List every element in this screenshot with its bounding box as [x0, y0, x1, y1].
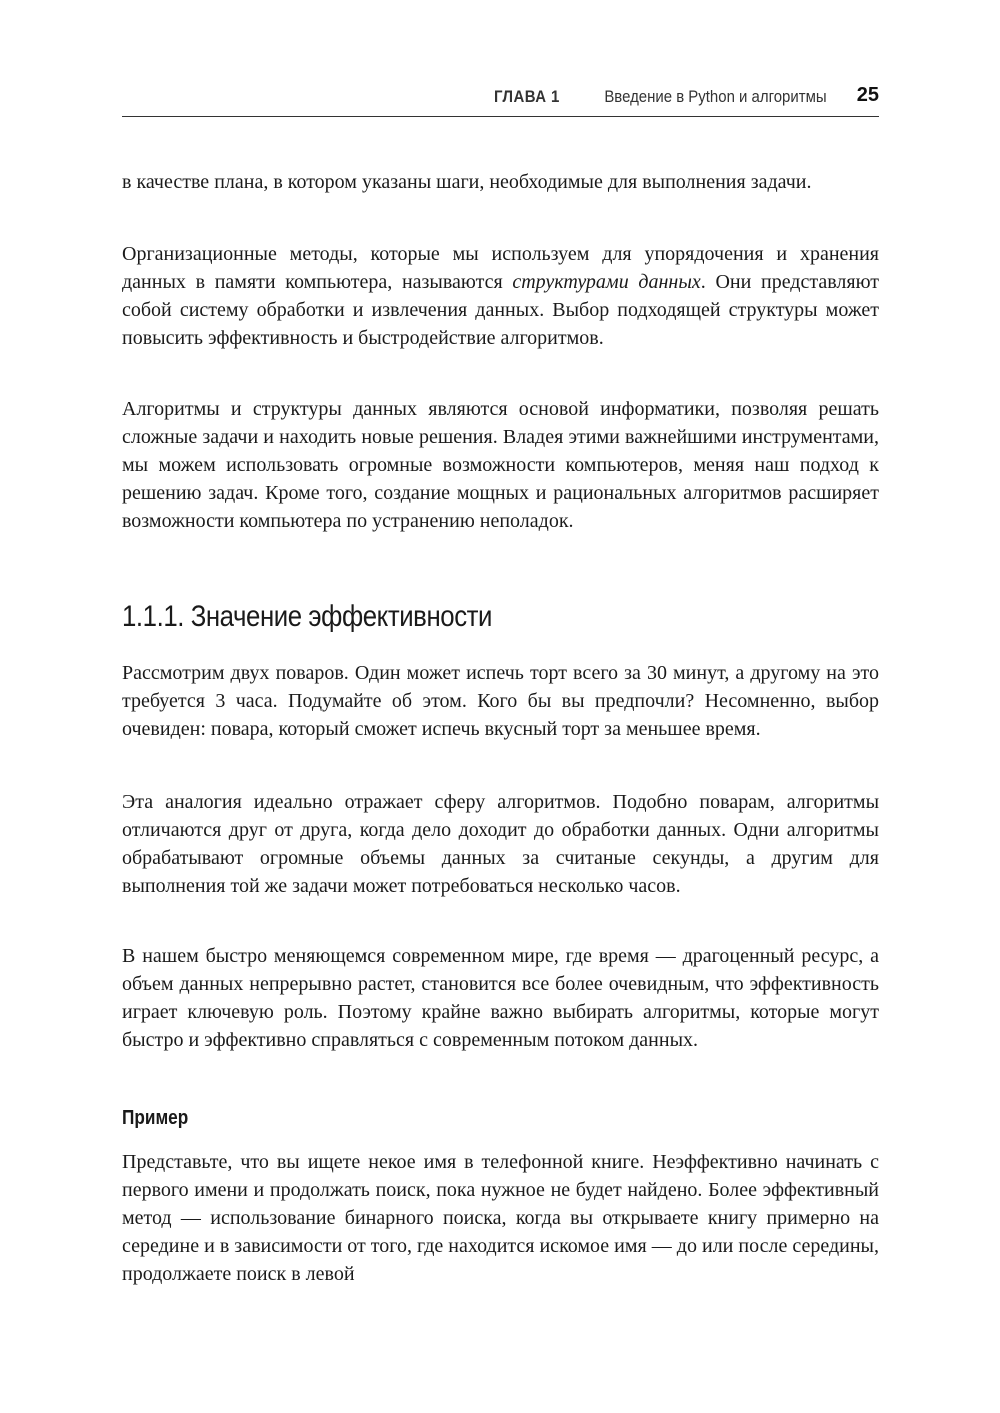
- chapter-title: Введение в Python и алгоритмы: [604, 87, 827, 106]
- paragraph-1: в качестве плана, в котором указаны шаги, необходимые для выполнения задачи.: [122, 171, 812, 193]
- paragraph-2: [122, 240, 879, 352]
- paragraph-5: Эта аналогия идеально отражает сферу алгоритмов. Подобно поварам, алгоритмы отличаются друг от друга, когда дело доходит до обработки данных. Одни алгоритмы обрабатывают огромные объемы данных за считаные секунды, а другим для выполнения той же задачи может потребоваться несколько часов.: [122, 791, 879, 897]
- section-heading: 1.1.1. Значение эффективности: [122, 600, 493, 633]
- paragraph-2-text-a: Организационные методы, которые мы используем для упорядочения и хранения данных в памяти компьютера, называются: [122, 243, 879, 293]
- term-data-structures: структурами данных: [512, 271, 701, 293]
- paragraph-3: Алгоритмы и структуры данных являются основой информатики, позволяя решать сложные задачи и находить новые решения. Владея этими важнейшими инструментами, мы можем использовать огромные возможности компьютеров, меняя наш подход к решению задач. Кроме того, создание мощных и рациональных алгоритмов расширяет возможности компьютера по устранению неполадок.: [122, 398, 879, 532]
- paragraph-7: Представьте, что вы ищете некое имя в телефонной книге. Неэффективно начинать с первого имени и продолжать поиск, пока нужное не будет найдено. Более эффективный метод — использование бинарного поиска, когда вы открываете книгу примерно на середине и в зависимости от того, где находится искомое имя — до или после середины, продолжаете поиск в левой: [122, 1151, 879, 1285]
- page-number: 25: [856, 84, 879, 106]
- running-header: [122, 84, 879, 117]
- paragraph-2-text-b: . Они представляют собой систему обработки и извлечения данных. Выбор подходящей структуры может повысить эффективность и быстродействие алгоритмов.: [122, 271, 879, 349]
- example-subheading: Пример: [122, 1107, 189, 1129]
- paragraph-4: Рассмотрим двух поваров. Один может испечь торт всего за 30 минут, а другому на это требуется 3 часа. Подумайте об этом. Кого бы вы предпочли? Несомненно, выбор очевиден: повара, который сможет испечь вкусный торт за меньшее время.: [122, 662, 879, 740]
- paragraph-6: В нашем быстро меняющемся современном мире, где время — драгоценный ресурс, а объем данных непрерывно растет, становится все более очевидным, что эффективность играет ключевую роль. Поэтому крайне важно выбирать алгоритмы, которые могут быстро и эффективно справляться с современным потоком данных.: [122, 945, 879, 1051]
- chapter-label: ГЛАВА 1: [494, 87, 561, 106]
